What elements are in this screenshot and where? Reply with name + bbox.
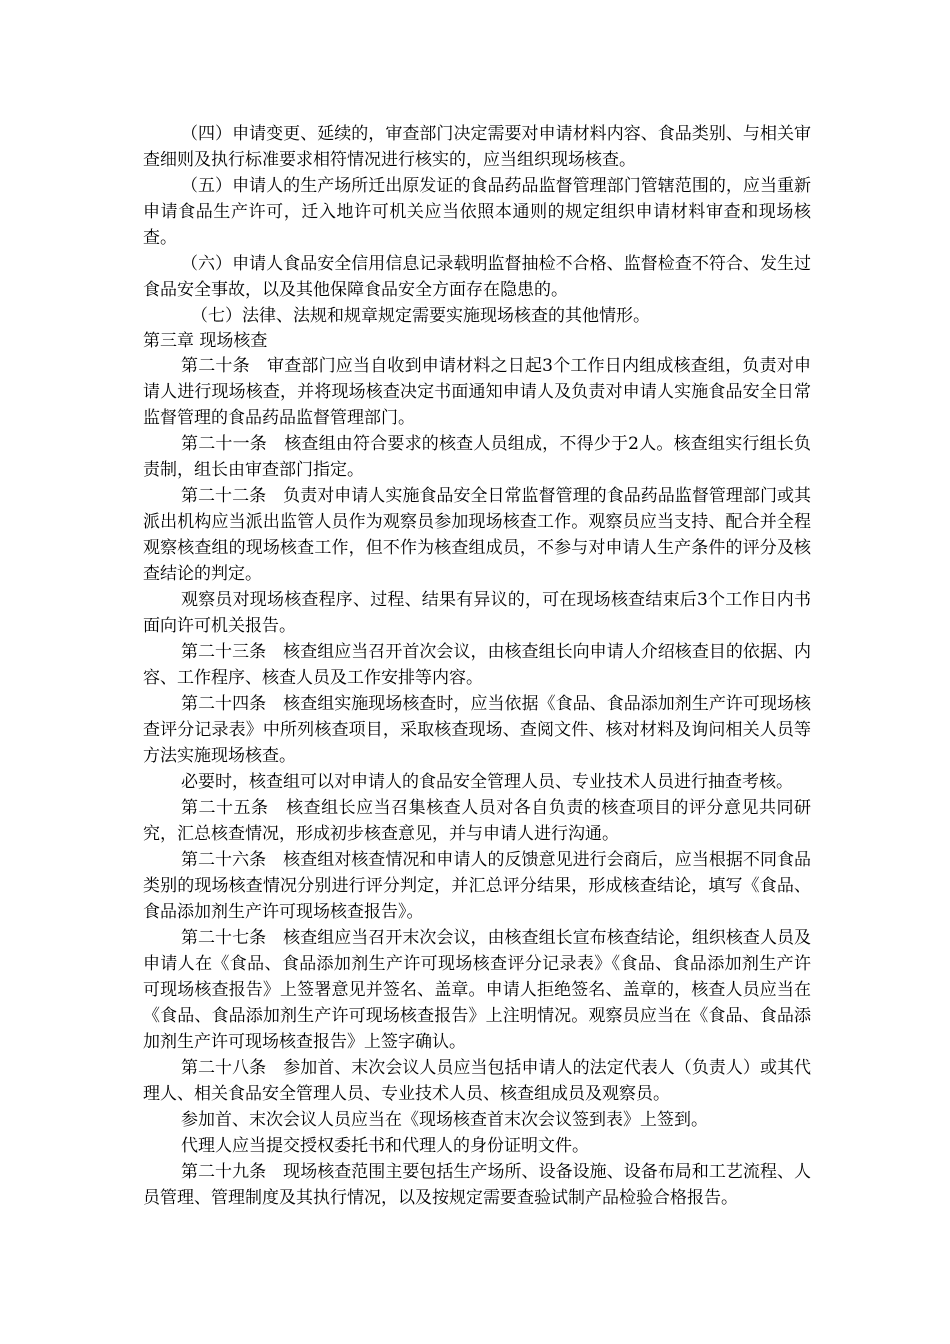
article-27: 第二十七条 核查组应当召开末次会议，由核查组长宣布核查结论，组织核查人员及申请人在《食品、食品添加剂生产许可现场核查评分记录表》《食品、食品添加剂生产许可现场核查报告》上签署意见并签名、盖章。申请人拒绝签名、盖章的，核查人员应当在《食品、食品添加剂生产许可现场核查报告》上注明情况。观察员应当在《食品、食品添加剂生产许可现场核查报告》上签字确认。 (143, 928, 811, 1052)
paragraph-item-4: （四）申请变更、延续的，审查部门决定需要对申请材料内容、食品类别、与相关审查细则及执行标准要求相符情况进行核实的，应当组织现场核查。 (143, 124, 811, 170)
article-23: 第二十三条 核查组应当召开首次会议，由核查组长向申请人介绍核查目的依据、内容、工作程序、核查人员及工作安排等内容。 (143, 642, 811, 688)
article-22: 第二十二条 负责对申请人实施食品安全日常监督管理的食品药品监督管理部门或其派出机构应当派出监管人员作为观察员参加现场核查工作。观察员应当支持、配合并全程观察核查组的现场核查工作，但不作为核查组成员，不参与对申请人生产条件的评分及核查结论的判定。 (143, 486, 811, 584)
article-20: 第二十条 审查部门应当自收到申请材料之日起3个工作日内组成核查组，负责对申请人进行现场核查，并将现场核查决定书面通知申请人及负责对申请人实施食品安全日常监督管理的食品药品监督管理部门。 (143, 356, 811, 428)
chapter-heading: 第三章 现场核查 (143, 331, 268, 351)
paragraph-item-6: （六）申请人食品安全信用信息记录载明监督抽检不合格、监督检查不符合、发生过食品安全事故，以及其他保障食品安全方面存在隐患的。 (143, 254, 811, 300)
article-24: 第二十四条 核查组实施现场核查时，应当依据《食品、食品添加剂生产许可现场核查评分记录表》中所列核查项目，采取核查现场、查阅文件、核对材料及询问相关人员等方法实施现场核查。 (143, 694, 811, 766)
article-26: 第二十六条 核查组对核查情况和申请人的反馈意见进行会商后，应当根据不同食品类别的现场核查情况分别进行评分判定，并汇总评分结果，形成核查结论，填写《食品、食品添加剂生产许可现场核查报告》。 (143, 850, 811, 922)
article-24-note: 必要时，核查组可以对申请人的食品安全管理人员、专业技术人员进行抽查考核。 (181, 772, 793, 792)
article-29: 第二十九条 现场核查范围主要包括生产场所、设备设施、设备布局和工艺流程、人员管理、管理制度及其执行情况，以及按规定需要查验试制产品检验合格报告。 (143, 1162, 811, 1208)
article-28: 第二十八条 参加首、末次会议人员应当包括申请人的法定代表人（负责人）或其代理人、相关食品安全管理人员、专业技术人员、核查组成员及观察员。 (143, 1058, 811, 1104)
article-21: 第二十一条 核查组由符合要求的核查人员组成，不得少于2人。核查组实行组长负责制，组长由审查部门指定。 (143, 434, 811, 480)
article-28-signin: 参加首、末次会议人员应当在《现场核查首末次会议签到表》上签到。 (181, 1110, 708, 1130)
article-25: 第二十五条 核查组长应当召集核查人员对各自负责的核查项目的评分意见共同研究，汇总核查情况，形成初步核查意见，并与申请人进行沟通。 (143, 798, 811, 844)
article-28-agent: 代理人应当提交授权委托书和代理人的身份证明文件。 (181, 1136, 589, 1156)
paragraph-item-5: （五）申请人的生产场所迁出原发证的食品药品监督管理部门管辖范围的，应当重新申请食品生产许可，迁入地许可机关应当依照本通则的规定组织申请材料审查和现场核查。 (143, 176, 811, 248)
document-page (143, 121, 811, 1211)
article-22-observer: 观察员对现场核查程序、过程、结果有异议的，可在现场核查结束后3个工作日内书面向许可机关报告。 (143, 590, 811, 636)
paragraph-item-7: （七）法律、法规和规章规定需要实施现场核查的其他情形。 (191, 306, 650, 326)
